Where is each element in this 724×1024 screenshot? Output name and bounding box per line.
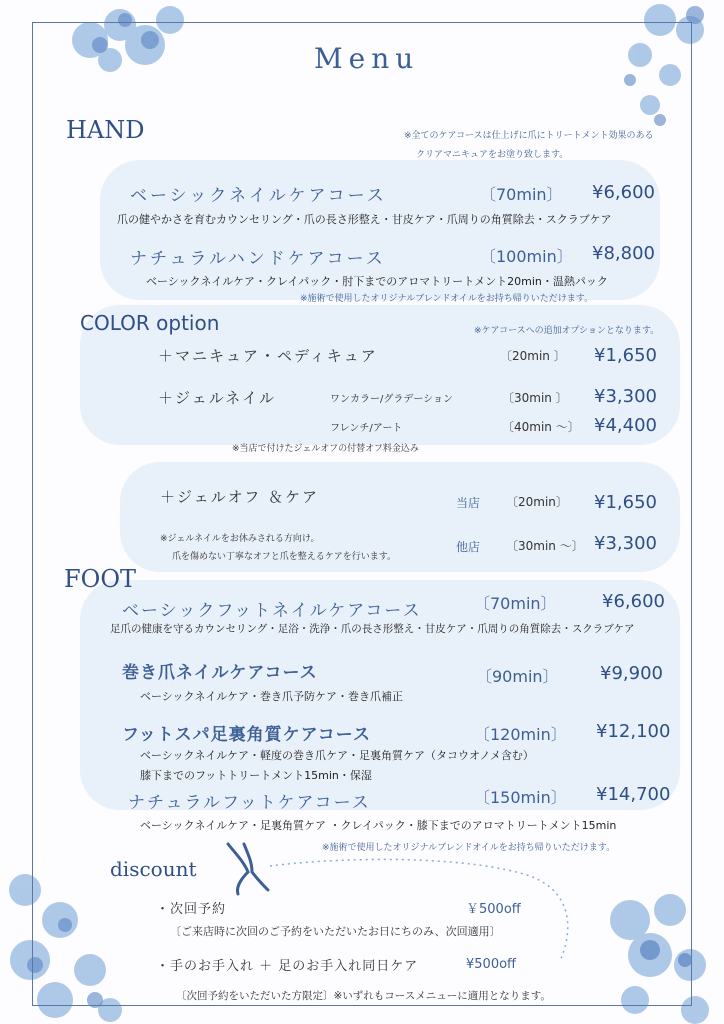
option-sub: フレンチ/アート bbox=[330, 423, 403, 434]
geloff-time: 〔20min〕 bbox=[506, 495, 568, 509]
hand-note-line2: クリアマニキュアをお塗り致します。 bbox=[416, 150, 569, 160]
geloff-desc: ※ジェルネイルをお休みされる方向け。 bbox=[160, 534, 320, 544]
course-price: ¥6,600 bbox=[592, 182, 655, 203]
color-heading: COLOR option bbox=[80, 311, 220, 335]
course-time: 〔150min〕 bbox=[474, 788, 567, 807]
option-price: ¥3,300 bbox=[594, 386, 657, 407]
course-price: ¥14,700 bbox=[596, 784, 671, 805]
course-desc: ベーシックネイルケア・クレイパック・肘下までのアロマトリートメント20min・温熱パック bbox=[146, 275, 608, 288]
hand-heading: HAND bbox=[66, 116, 145, 144]
geloff-time: 〔30min 〜〕 bbox=[506, 539, 584, 553]
geloff-shop: 他店 bbox=[456, 540, 481, 554]
course-desc: ベーシックネイルケア・軽度の巻き爪ケア・足裏角質ケア（タコウオノメ含む） bbox=[140, 749, 534, 762]
course-name: ナチュラルフットケアコース bbox=[128, 793, 371, 813]
geloff-desc: 爪を傷めない丁寧なオフと爪を整えるケアを行います。 bbox=[172, 552, 397, 562]
geloff-price: ¥3,300 bbox=[594, 533, 657, 554]
course-desc: 足爪の健康を守るカウンセリング・足浴・洗浄・爪の長さ形整え・甘皮ケア・爪周りの角質除去・スクラブケア bbox=[110, 623, 635, 635]
page-title: Menu bbox=[314, 42, 420, 75]
course-time: 〔70min〕 bbox=[474, 594, 557, 613]
course-price: ¥8,800 bbox=[592, 243, 655, 264]
course-name: フットスパ足裏角質ケアコース bbox=[122, 725, 371, 745]
discount-label: ・次回予約 bbox=[156, 902, 227, 917]
option-time: 〔30min 〕 bbox=[502, 391, 568, 405]
hand-note-line1: ※全てのケアコースは仕上げに爪にトリートメント効果のある bbox=[404, 131, 654, 141]
discount-price: ￥500off bbox=[466, 902, 521, 917]
course-name: ベーシックネイルケアコース bbox=[130, 186, 387, 206]
option-name: ＋マニキュア・ペディキュア bbox=[158, 347, 378, 365]
foot-heading: FOOT bbox=[64, 565, 137, 593]
course-name: ナチュラルハンドケアコース bbox=[130, 249, 386, 269]
option-time: 〔20min 〕 bbox=[500, 349, 566, 363]
gel-note: ※当店で付けたジェルオフの付替オフ料金込み bbox=[232, 444, 419, 454]
course-desc: 膝下までのフットトリートメント15min・保湿 bbox=[140, 769, 372, 782]
course-desc: ベーシックネイルケア・足裏角質ケア ・クレイパック・膝下までのアロマトリートメント15min bbox=[140, 819, 617, 832]
dotted-curve-decoration bbox=[270, 856, 580, 966]
course-note: ※施術で使用したオリジナルブレンドオイルをお持ち帰りいただけます。 bbox=[300, 294, 594, 304]
option-time: 〔40min 〜〕 bbox=[502, 420, 580, 434]
discount-price: ¥500off bbox=[466, 957, 516, 972]
course-note: ※施術で使用したオリジナルブレンドオイルをお持ち帰りいただけます。 bbox=[322, 843, 616, 853]
color-note: ※ケアコースへの追加オプションとなります。 bbox=[474, 326, 660, 336]
course-name: ベーシックフットネイルケアコース bbox=[122, 601, 422, 621]
course-time: 〔120min〕 bbox=[474, 725, 567, 744]
course-desc: ベーシックネイルケア・巻き爪予防ケア・巻き爪補正 bbox=[140, 690, 404, 703]
option-price: ¥1,650 bbox=[594, 345, 657, 366]
geloff-price: ¥1,650 bbox=[594, 492, 657, 513]
discount-heading: discount bbox=[110, 857, 197, 881]
discount-desc: 〔ご来店時に次回のご予約をいただいたお日にちのみ、次回適用〕 bbox=[170, 925, 501, 938]
course-price: ¥12,100 bbox=[596, 721, 671, 742]
course-time: 〔100min〕 bbox=[480, 247, 573, 266]
course-time: 〔70min〕 bbox=[480, 185, 563, 204]
course-time: 〔90min〕 bbox=[476, 667, 559, 686]
option-sub: ワンカラー/グラデーション bbox=[330, 394, 453, 405]
discount-desc: 〔次回予約をいただいた方限定〕※いずれもコースメニューに適用となります。 bbox=[176, 990, 551, 1002]
course-desc: 爪の健やかさを育むカウンセリング・爪の長さ形整え・甘皮ケア・爪周りの角質除去・スクラブケア bbox=[117, 213, 612, 226]
option-name: ＋ジェルネイル bbox=[158, 389, 276, 407]
option-price: ¥4,400 bbox=[594, 415, 657, 436]
course-price: ¥9,900 bbox=[600, 663, 663, 684]
course-name: 巻き爪ネイルケアコース bbox=[122, 663, 318, 683]
discount-label: ・手のお手入れ ＋ 足のお手入れ同日ケア bbox=[156, 959, 419, 974]
course-price: ¥6,600 bbox=[602, 591, 665, 612]
nail-nipper-icon bbox=[222, 840, 272, 896]
geloff-name: ＋ジェルオフ ＆ケア bbox=[160, 488, 320, 506]
geloff-shop: 当店 bbox=[456, 496, 481, 510]
